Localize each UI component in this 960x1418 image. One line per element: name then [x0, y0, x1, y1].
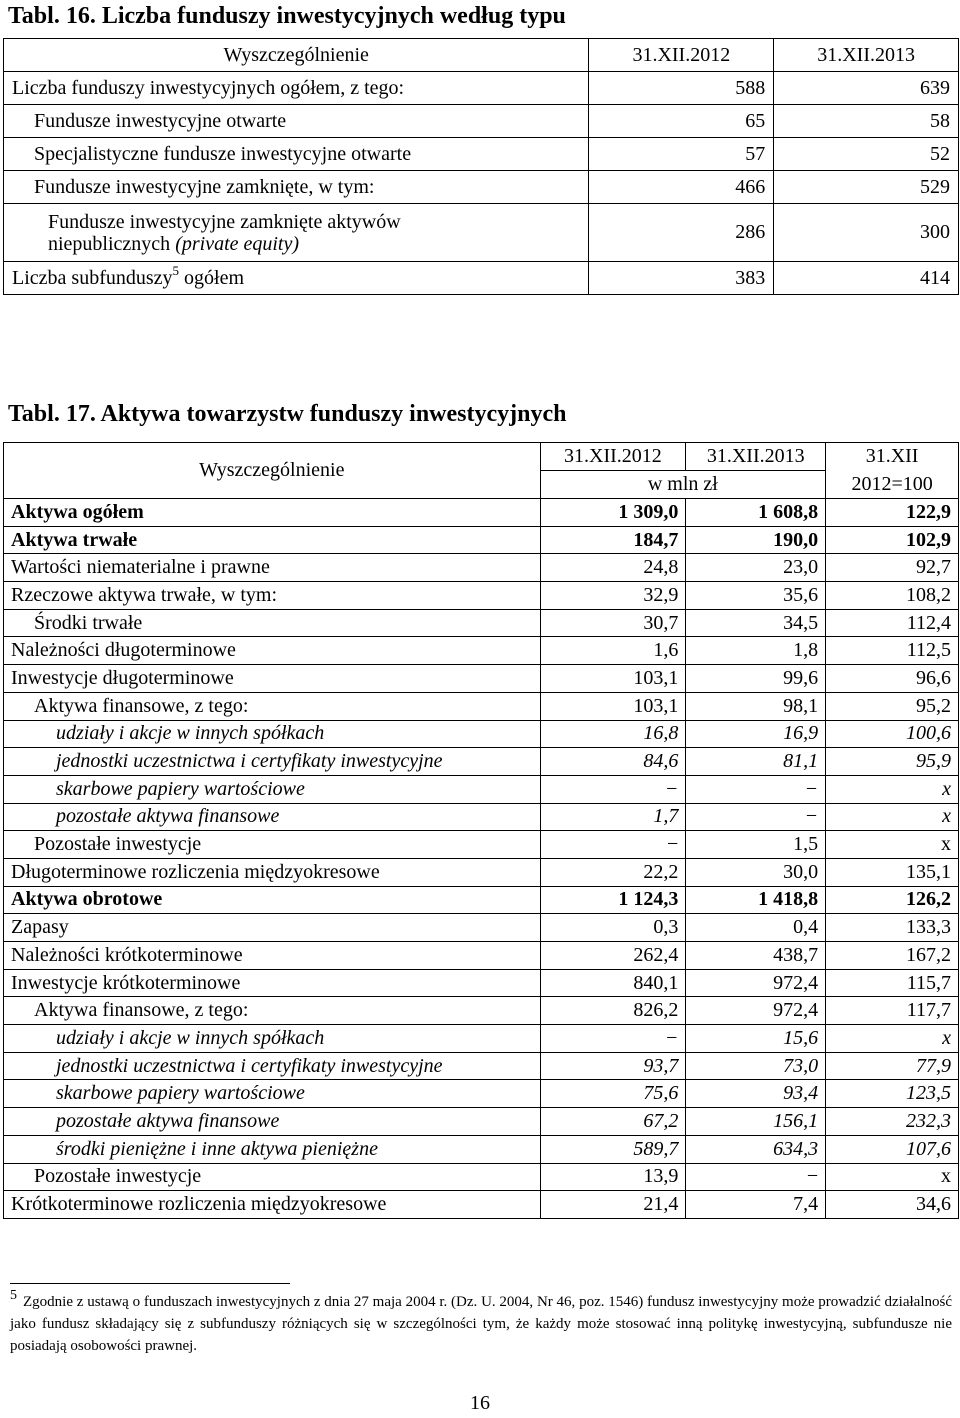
value-2013: 93,4	[686, 1080, 826, 1108]
table-row	[4, 1052, 959, 1080]
row-label: udziały i akcje w innych spółkach	[4, 1025, 541, 1053]
row-label: środki pieniężne i inne aktywa pieniężne	[4, 1135, 541, 1163]
row-label: pozostałe aktywa finansowe	[4, 1108, 541, 1136]
value-2012: 589,7	[540, 1135, 686, 1163]
value-index: 100,6	[826, 720, 959, 748]
table-row	[4, 692, 959, 720]
table17-header-label: Wyszczególnienie	[4, 443, 541, 499]
table-row	[4, 609, 959, 637]
value-index: 96,6	[826, 665, 959, 693]
value-index: 135,1	[826, 858, 959, 886]
value-index: x	[826, 775, 959, 803]
value-2013: 16,9	[686, 720, 826, 748]
value-2013: 30,0	[686, 858, 826, 886]
value-2012: 75,6	[540, 1080, 686, 1108]
row-label	[4, 262, 589, 295]
value-2013: 529	[774, 171, 959, 204]
row-label: jednostki uczestnictwa i certyfikaty inwestycyjne	[4, 748, 541, 776]
value-index: x	[826, 803, 959, 831]
value-2012: 1,6	[540, 637, 686, 665]
table16-header-2012: 31.XII.2012	[589, 39, 774, 72]
value-2012: 65	[589, 105, 774, 138]
value-2012: 13,9	[540, 1163, 686, 1191]
value-2013: 99,6	[686, 665, 826, 693]
value-index: 232,3	[826, 1108, 959, 1136]
footnote-mark: 5	[10, 1288, 17, 1303]
value-2012: 0,3	[540, 914, 686, 942]
value-index: 92,7	[826, 554, 959, 582]
value-index: x	[826, 1163, 959, 1191]
table-row	[4, 1025, 959, 1053]
value-index: 115,7	[826, 969, 959, 997]
table-row	[4, 1108, 959, 1136]
table-row	[4, 1163, 959, 1191]
value-2012: 103,1	[540, 665, 686, 693]
value-index: 102,9	[826, 526, 959, 554]
row-label: Inwestycje krótkoterminowe	[4, 969, 541, 997]
table-row	[4, 914, 959, 942]
value-index: 117,7	[826, 997, 959, 1025]
table17-header-2013: 31.XII.2013	[686, 443, 826, 471]
value-2013: 15,6	[686, 1025, 826, 1053]
value-2013: −	[686, 803, 826, 831]
value-2013: 972,4	[686, 969, 826, 997]
table17-header-unit: w mln zł	[540, 471, 826, 499]
table-row	[4, 831, 959, 859]
value-index: 95,9	[826, 748, 959, 776]
value-2013: 300	[774, 204, 959, 262]
table17-body	[4, 499, 959, 1219]
table-row	[4, 262, 959, 295]
value-2013: 639	[774, 72, 959, 105]
value-2012: 466	[589, 171, 774, 204]
table16-title: Tabl. 16. Liczba funduszy inwestycyjnych według typu	[8, 3, 566, 29]
table-row	[4, 554, 959, 582]
table17-header-row1	[4, 443, 959, 471]
value-index: 112,4	[826, 609, 959, 637]
value-2012: 22,2	[540, 858, 686, 886]
table-row	[4, 582, 959, 610]
value-2013: −	[686, 1163, 826, 1191]
value-2012: 1,7	[540, 803, 686, 831]
value-2012: 93,7	[540, 1052, 686, 1080]
value-2013: 156,1	[686, 1108, 826, 1136]
table-row	[4, 775, 959, 803]
value-2012: 21,4	[540, 1191, 686, 1219]
row-label: Długoterminowe rozliczenia międzyokresowe	[4, 858, 541, 886]
value-2013: 58	[774, 105, 959, 138]
value-index: 133,3	[826, 914, 959, 942]
value-2012: 16,8	[540, 720, 686, 748]
value-2013: 73,0	[686, 1052, 826, 1080]
value-2013: 1 418,8	[686, 886, 826, 914]
value-2013: 1 608,8	[686, 499, 826, 527]
value-index: x	[826, 1025, 959, 1053]
table16-header-2013: 31.XII.2013	[774, 39, 959, 72]
table17	[3, 442, 959, 1219]
table-row	[4, 171, 959, 204]
value-2013: 1,5	[686, 831, 826, 859]
table-row	[4, 105, 959, 138]
value-2012: −	[540, 775, 686, 803]
row-label: udziały i akcje w innych spółkach	[4, 720, 541, 748]
value-index: 77,9	[826, 1052, 959, 1080]
table17-title: Tabl. 17. Aktywa towarzystw funduszy inwestycyjnych	[8, 401, 567, 427]
row-label: Inwestycje długoterminowe	[4, 665, 541, 693]
table-row	[4, 1191, 959, 1219]
value-index: 167,2	[826, 942, 959, 970]
value-index: 112,5	[826, 637, 959, 665]
table-row	[4, 665, 959, 693]
row-label-italic: (private equity)	[175, 232, 300, 255]
value-2013: 0,4	[686, 914, 826, 942]
value-2012: 826,2	[540, 997, 686, 1025]
row-label: Zapasy	[4, 914, 541, 942]
value-2012: 84,6	[540, 748, 686, 776]
value-2013: 634,3	[686, 1135, 826, 1163]
value-2013: −	[686, 775, 826, 803]
value-2012: 103,1	[540, 692, 686, 720]
row-label-line1: Fundusze inwestycyjne zamknięte aktywów	[48, 210, 401, 233]
footnote-separator	[10, 1283, 290, 1284]
table-row	[4, 1080, 959, 1108]
table-row	[4, 886, 959, 914]
value-index: 34,6	[826, 1191, 959, 1219]
value-2012: 24,8	[540, 554, 686, 582]
value-2013: 1,8	[686, 637, 826, 665]
value-2013: 438,7	[686, 942, 826, 970]
value-2013: 34,5	[686, 609, 826, 637]
row-label: Aktywa finansowe, z tego:	[4, 692, 541, 720]
row-label-text: Liczba subfunduszy	[12, 266, 173, 289]
row-label: skarbowe papiery wartościowe	[4, 1080, 541, 1108]
table17-header-index-b: 2012=100	[826, 471, 959, 499]
value-2012: 262,4	[540, 942, 686, 970]
table-row	[4, 748, 959, 776]
value-2013: 414	[774, 262, 959, 295]
row-label-line2: niepublicznych	[48, 232, 176, 255]
row-label: Rzeczowe aktywa trwałe, w tym:	[4, 582, 541, 610]
row-label-text-end: ogółem	[179, 266, 245, 289]
value-index: x	[826, 831, 959, 859]
row-label: Fundusze inwestycyjne zamknięte, w tym:	[4, 171, 589, 204]
table-row	[4, 1135, 959, 1163]
value-2013: 52	[774, 138, 959, 171]
value-index: 95,2	[826, 692, 959, 720]
value-2013: 190,0	[686, 526, 826, 554]
row-label: Należności krótkoterminowe	[4, 942, 541, 970]
table17-header-2012: 31.XII.2012	[540, 443, 686, 471]
row-label: Należności długoterminowe	[4, 637, 541, 665]
row-label: Krótkoterminowe rozliczenia międzyokresowe	[4, 1191, 541, 1219]
row-label: Pozostałe inwestycje	[4, 1163, 541, 1191]
value-2012: 67,2	[540, 1108, 686, 1136]
footnote-ref: 5	[172, 262, 180, 278]
value-index: 107,6	[826, 1135, 959, 1163]
table16	[3, 38, 959, 295]
table16-header-label: Wyszczególnienie	[4, 39, 589, 72]
table-row	[4, 969, 959, 997]
table17-header-index-a: 31.XII	[826, 443, 959, 471]
value-2012: 32,9	[540, 582, 686, 610]
value-index: 123,5	[826, 1080, 959, 1108]
row-label: Pozostałe inwestycje	[4, 831, 541, 859]
value-2012: 30,7	[540, 609, 686, 637]
value-2012: 57	[589, 138, 774, 171]
row-label: Aktywa finansowe, z tego:	[4, 997, 541, 1025]
value-2012: −	[540, 831, 686, 859]
table-row	[4, 997, 959, 1025]
row-label: Fundusze inwestycyjne otwarte	[4, 105, 589, 138]
row-label: pozostałe aktywa finansowe	[4, 803, 541, 831]
row-label: Aktywa trwałe	[4, 526, 541, 554]
value-index: 122,9	[826, 499, 959, 527]
footnote	[10, 1288, 952, 1357]
table-row	[4, 858, 959, 886]
row-label: skarbowe papiery wartościowe	[4, 775, 541, 803]
value-2012: 840,1	[540, 969, 686, 997]
page-number: 16	[470, 1392, 490, 1414]
row-label: jednostki uczestnictwa i certyfikaty inwestycyjne	[4, 1052, 541, 1080]
value-2012: 184,7	[540, 526, 686, 554]
row-label: Liczba funduszy inwestycyjnych ogółem, z tego:	[4, 72, 589, 105]
value-2012: 383	[589, 262, 774, 295]
table-row	[4, 204, 959, 262]
row-label	[4, 204, 589, 262]
value-2013: 35,6	[686, 582, 826, 610]
row-label: Specjalistyczne fundusze inwestycyjne otwarte	[4, 138, 589, 171]
row-label: Wartości niematerialne i prawne	[4, 554, 541, 582]
value-2012: −	[540, 1025, 686, 1053]
table-row	[4, 942, 959, 970]
value-index: 108,2	[826, 582, 959, 610]
value-index: 126,2	[826, 886, 959, 914]
table-row	[4, 803, 959, 831]
row-label: Aktywa obrotowe	[4, 886, 541, 914]
table-row	[4, 72, 959, 105]
table-row	[4, 499, 959, 527]
footnote-text: Zgodnie z ustawą o funduszach inwestycyjnych z dnia 27 maja 2004 r. (Dz. U. 2004, Nr 46, poz. 1546) fundusz inwestycyjny może prowadzić działalność jako fundusz składający się z subfunduszy różniących się w szczególności tym, że każdy może stosować inną politykę inwestycyjną, subfundusze nie posiadają osobowości prawnej.	[10, 1294, 952, 1354]
value-2012: 588	[589, 72, 774, 105]
value-2012: 1 309,0	[540, 499, 686, 527]
value-2013: 81,1	[686, 748, 826, 776]
value-2013: 98,1	[686, 692, 826, 720]
table-row	[4, 526, 959, 554]
table-row	[4, 720, 959, 748]
row-label: Aktywa ogółem	[4, 499, 541, 527]
value-2013: 972,4	[686, 997, 826, 1025]
value-2013: 23,0	[686, 554, 826, 582]
table-row	[4, 138, 959, 171]
table16-header-row	[4, 39, 959, 72]
row-label: Środki trwałe	[4, 609, 541, 637]
value-2012: 286	[589, 204, 774, 262]
table-row	[4, 637, 959, 665]
value-2012: 1 124,3	[540, 886, 686, 914]
value-2013: 7,4	[686, 1191, 826, 1219]
